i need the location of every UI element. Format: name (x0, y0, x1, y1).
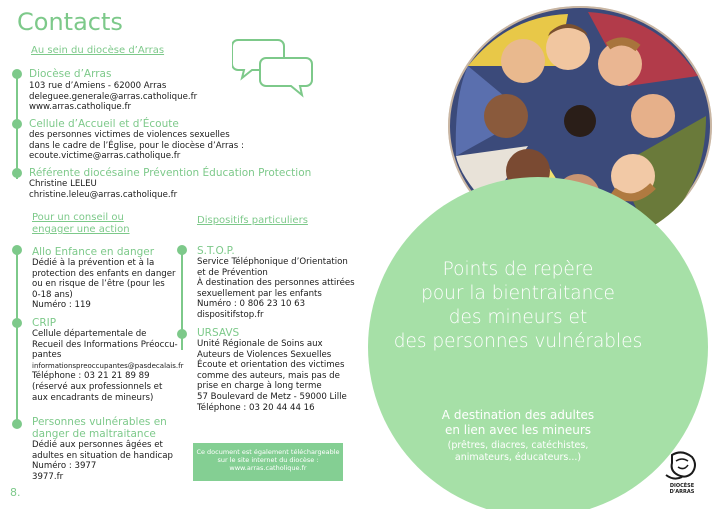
bullet-icon (12, 119, 22, 129)
contact-title-ursavs: URSAVS (197, 327, 240, 339)
contact-title-crip: CRIP (32, 317, 57, 329)
speech-bubbles-icon (232, 36, 316, 100)
svg-text:D'ARRAS: D'ARRAS (669, 489, 695, 495)
contact-details-allo-enfance: Dédié à la prévention et à la protection des enfants en danger ou en risque de l’être (pour les 0-18 ans) Numéro : 119 (32, 258, 176, 311)
contact-title-allo-enfance: Allo Enfance en danger (32, 246, 155, 258)
contact-title-cellule: Cellule d’Accueil et d’Écoute (29, 118, 179, 130)
section-heading-dispositifs: Dispositifs particuliers (197, 215, 308, 226)
bullet-icon (177, 245, 187, 255)
contact-details-cellule: des personnes victimes de violences sexuelles dans le cadre de l’Église, pour le diocèse d’Arras : ecoute.victime@arras.catholique.fr (29, 130, 244, 162)
contact-details-crip: Cellule départementale de Recueil des Informations Préoccu- pantes informationspreoccupantes@pasdecalais.fr Téléphone : 03 21 21 89 89 (réservé aux professionnels et aux encadrants de mineurs) (32, 329, 184, 403)
bullet-icon (177, 329, 187, 339)
bullet-icon (12, 419, 22, 429)
download-notice: Ce document est également téléchargeable sur le site internet du diocèse : www.arras.catholique.fr (193, 443, 343, 481)
page-title: Contacts (17, 8, 123, 36)
section-heading-diocese: Au sein du diocèse d’Arras (31, 45, 165, 56)
contact-details-ursavs: Unité Régionale de Soins aux Auteurs de Violences Sexuelles Écoute et orientation des victimes comme des auteurs, mais pas de prise en charge à long terme 57 Boulevard de Metz - 59000 Lille Téléphone : 03 20 44 44 16 (197, 339, 347, 413)
diocese-logo (658, 449, 706, 495)
brochure-subtitle: A destination des adultes en lien avec les mineurs (441, 408, 595, 437)
brochure-subtitle-small: (prêtres, diacres, catéchistes, animateurs, éducateurs...) (447, 440, 589, 463)
section-heading-conseil: Pour un conseil ou engager une action (32, 212, 130, 235)
bullet-icon (12, 318, 22, 328)
contact-details-referente: Christine LELEU christine.leleu@arras.catholique.fr (29, 179, 178, 200)
brochure-headline: Points de repère pour la bientraitance des mineurs et des personnes vulnérables (393, 259, 643, 352)
contact-title-stop: S.T.O.P. (197, 245, 235, 257)
timeline-line (16, 250, 18, 425)
contact-details-stop: Service Téléphonique d’Orientation et de Prévention À destination des personnes attirées sexuellement par les enfants Numéro : 0 806 23 10 63 dispositifstop.fr (197, 257, 355, 320)
bullet-icon (12, 245, 22, 255)
svg-text:DIOCÈSE: DIOCÈSE (669, 483, 695, 489)
contact-title-diocese: Diocèse d’Arras (29, 68, 112, 80)
contact-title-referente: Référente diocésaine Prévention Éducation Protection (29, 167, 312, 179)
page-number: 8. (10, 486, 21, 499)
bullet-icon (12, 168, 22, 178)
contact-title-vulnerables: Personnes vulnérables en danger de maltraitance (32, 416, 167, 440)
contact-details-vulnerables: Dédié aux personnes âgées et adultes en situation de handicap Numéro : 3977 3977.fr (32, 440, 173, 482)
contact-details-diocese: 103 rue d’Amiens - 62000 Arras deleguee.generale@arras.catholique.fr www.arras.catholique.fr (29, 81, 198, 113)
bullet-icon (12, 69, 22, 79)
